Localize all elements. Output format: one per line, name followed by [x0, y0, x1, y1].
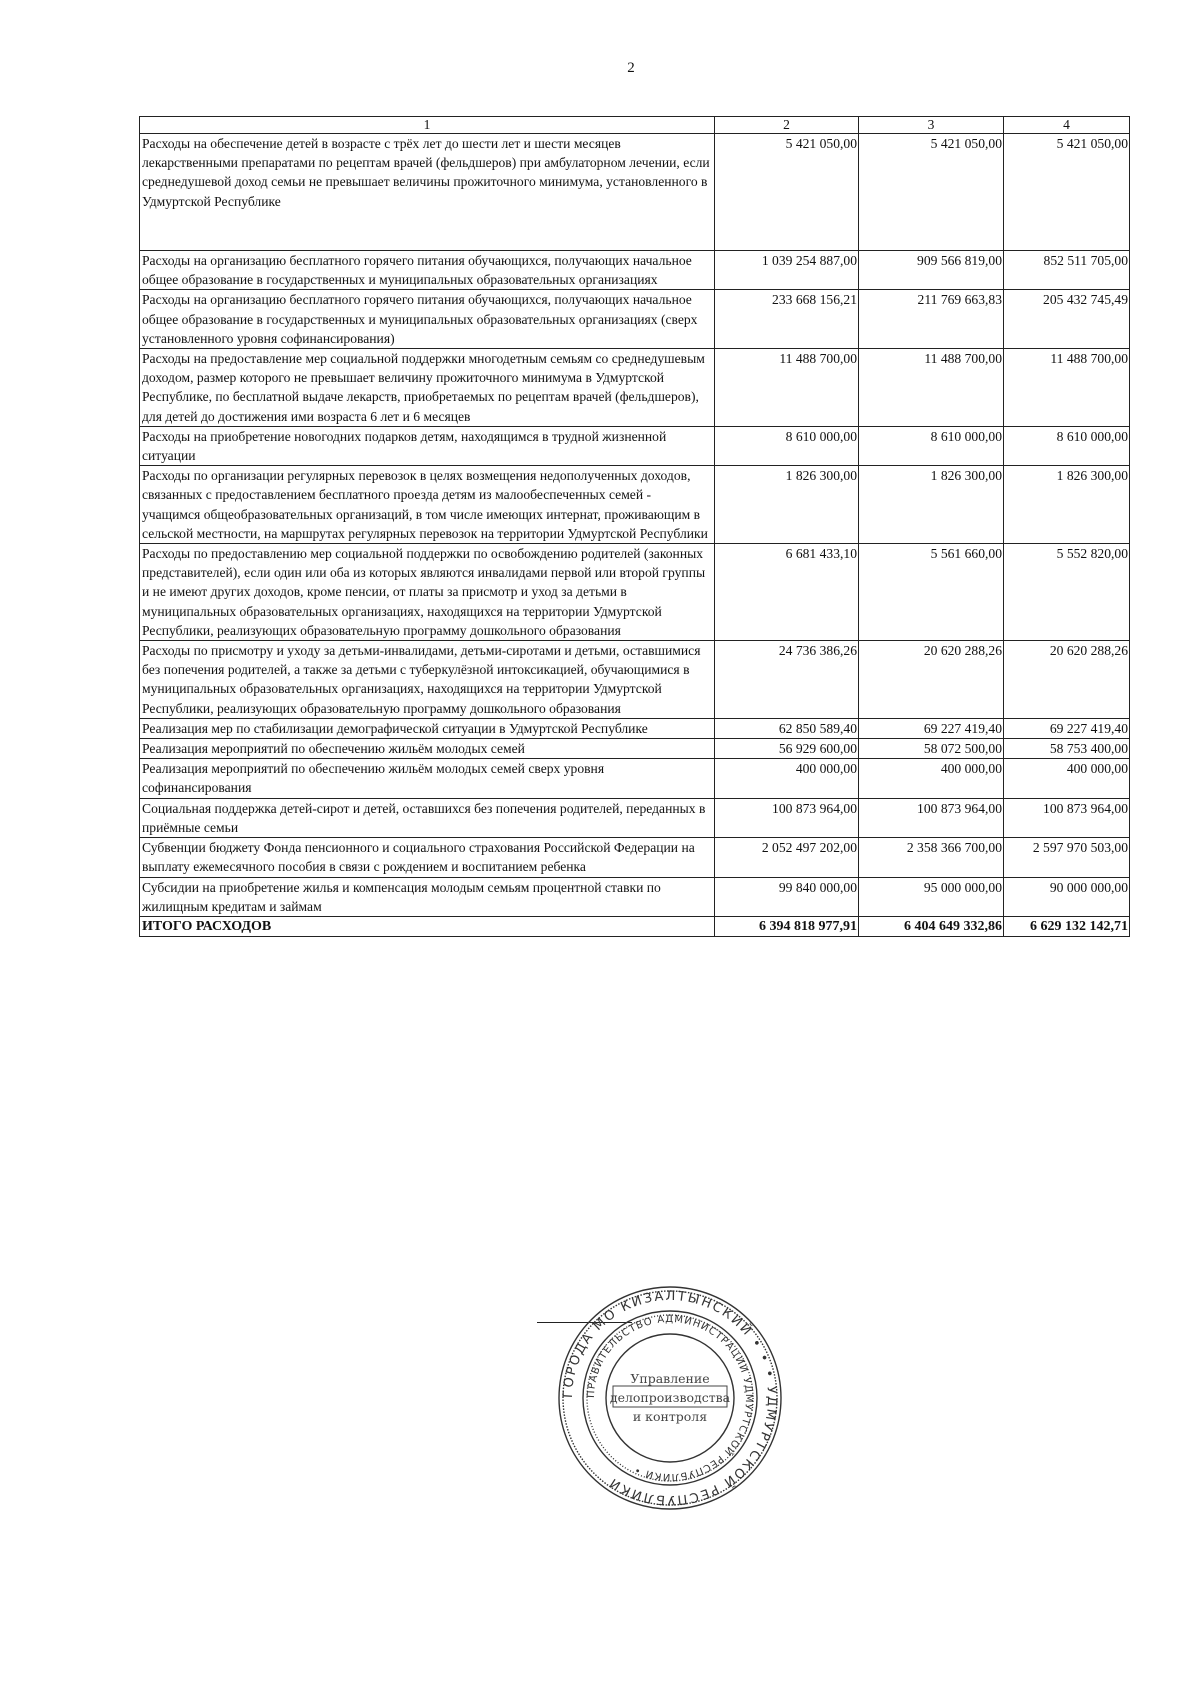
total-value-col2: 6 394 818 977,91 [715, 916, 859, 936]
column-header-2: 2 [715, 117, 859, 134]
row-description: Расходы по предоставлению мер социальной поддержки по освобождению родителей (законных представителей), если один или оба из которых являются инвалидами первой или второй группы и не имеют других доходов, кроме пенсии, от платы за присмотр и уход за детьми в муниципальных образовательных организациях, находящихся на территории Удмуртской Республики, реализующих образовательную программу дошкольного образования [140, 544, 715, 641]
table-row [140, 877, 1130, 916]
row-description: Расходы на организацию бесплатного горячего питания обучающихся, получающих начальное общее образование в государственных и муниципальных образовательных организациях (сверх установленного уровня софинансирования) [140, 290, 715, 349]
row-value-col2: 62 850 589,40 [715, 718, 859, 738]
seal-outer-text: ГОРОДА МО КИЗАЛТЫНСКИЙ • • • УДМУРТСКОЙ РЕСПУБЛИКИ [560, 1288, 780, 1508]
row-value-col4: 400 000,00 [1004, 759, 1130, 798]
total-value-col3: 6 404 649 332,86 [859, 916, 1004, 936]
row-description: Расходы на предоставление мер социальной поддержки многодетным семьям со среднедушевым доходом, размер которого не превышает величину прожиточного минимума в Удмуртской Республике, по бесплатной выдаче лекарств, приобретаемых по рецептам врачей (фельдшеров), для детей до достижения ими возраста 6 лет и 6 месяцев [140, 349, 715, 427]
row-value-col3: 909 566 819,00 [859, 251, 1004, 290]
row-description: Реализация мер по стабилизации демографической ситуации в Удмуртской Республике [140, 718, 715, 738]
row-description: Социальная поддержка детей-сирот и детей, оставшихся без попечения родителей, переданных в приёмные семьи [140, 798, 715, 837]
row-value-col2: 100 873 964,00 [715, 798, 859, 837]
column-header-row [140, 117, 1130, 134]
row-value-col3: 95 000 000,00 [859, 877, 1004, 916]
row-value-col3: 5 561 660,00 [859, 544, 1004, 641]
table-row [140, 349, 1130, 427]
row-value-col3: 400 000,00 [859, 759, 1004, 798]
table-row [140, 544, 1130, 641]
row-value-col4: 11 488 700,00 [1004, 349, 1130, 427]
row-description: Субсидии на приобретение жилья и компенсация молодым семьям процентной ставки по жилищным кредитам и займам [140, 877, 715, 916]
row-value-col4: 5 552 820,00 [1004, 544, 1130, 641]
row-value-col3: 211 769 663,83 [859, 290, 1004, 349]
row-value-col4: 100 873 964,00 [1004, 798, 1130, 837]
row-value-col4: 852 511 705,00 [1004, 251, 1130, 290]
row-value-col3: 2 358 366 700,00 [859, 838, 1004, 877]
table-row [140, 251, 1130, 290]
row-value-col2: 8 610 000,00 [715, 426, 859, 465]
row-description: Реализация мероприятий по обеспечению жильём молодых семей [140, 739, 715, 759]
row-value-col4: 5 421 050,00 [1004, 134, 1130, 251]
row-value-col2: 11 488 700,00 [715, 349, 859, 427]
row-value-col4: 69 227 419,40 [1004, 718, 1130, 738]
row-value-col3: 8 610 000,00 [859, 426, 1004, 465]
table-row [140, 290, 1130, 349]
table-row [140, 466, 1130, 544]
row-value-col2: 1 039 254 887,00 [715, 251, 859, 290]
row-description: Расходы на организацию бесплатного горячего питания обучающихся, получающих начальное общее образование в государственных и муниципальных образовательных организациях [140, 251, 715, 290]
row-value-col3: 58 072 500,00 [859, 739, 1004, 759]
row-value-col2: 1 826 300,00 [715, 466, 859, 544]
total-label: ИТОГО РАСХОДОВ [140, 916, 715, 936]
page-number: 2 [627, 60, 635, 76]
row-value-col2: 5 421 050,00 [715, 134, 859, 251]
seal-center-line-3: и контроля [632, 1409, 708, 1424]
table-row [140, 739, 1130, 759]
total-row [140, 916, 1130, 936]
row-value-col4: 1 826 300,00 [1004, 466, 1130, 544]
row-value-col2: 24 736 386,26 [715, 641, 859, 719]
row-value-col4: 90 000 000,00 [1004, 877, 1130, 916]
row-description: Расходы на обеспечение детей в возрасте с трёх лет до шести лет и шести месяцев лекарственными препаратами по рецептам врачей (фельдшеров) при амбулаторном лечении, если среднедушевой доход семьи не превышает величины прожиточного минимума, установленного в Удмуртской Республике [140, 134, 715, 251]
seal-center-line-1: Управление [630, 1371, 710, 1386]
row-description: Расходы на приобретение новогодних подарков детям, находящимся в трудной жизненной ситуации [140, 426, 715, 465]
column-header-1: 1 [140, 117, 715, 134]
row-description: Расходы по присмотру и уходу за детьми-инвалидами, детьми-сиротами и детьми, оставшимися без попечения родителей, а также за детьми с туберкулёзной интоксикацией, обучающимися в муниципальных образовательных организациях, находящихся на территории Удмуртской Республики, реализующих образовательную программу дошкольного образования [140, 641, 715, 719]
column-header-3: 3 [859, 117, 1004, 134]
budget-table [139, 116, 1130, 937]
table-row [140, 798, 1130, 837]
table-row [140, 134, 1130, 251]
row-value-col3: 69 227 419,40 [859, 718, 1004, 738]
row-value-col2: 56 929 600,00 [715, 739, 859, 759]
row-value-col3: 20 620 288,26 [859, 641, 1004, 719]
row-description: Расходы по организации регулярных перевозок в целях возмещения недополученных доходов, связанных с предоставлением бесплатного проезда детям из малообеспеченных семей - учащимся общеобразовательных организаций, в том числе имеющих интернат, проживающим в сельской местности, на маршрутах регулярных перевозок на территории Удмуртской Республики [140, 466, 715, 544]
table-row [140, 641, 1130, 719]
row-value-col4: 58 753 400,00 [1004, 739, 1130, 759]
row-value-col2: 2 052 497 202,00 [715, 838, 859, 877]
seal-center-line-2: делопроизводства [609, 1390, 731, 1405]
row-description: Субвенции бюджету Фонда пенсионного и социального страхования Российской Федерации на выплату ежемесячного пособия в связи с рождением и воспитанием ребенка [140, 838, 715, 877]
column-header-4: 4 [1004, 117, 1130, 134]
row-value-col4: 20 620 288,26 [1004, 641, 1130, 719]
row-value-col3: 100 873 964,00 [859, 798, 1004, 837]
row-description: Реализация мероприятий по обеспечению жильём молодых семей сверх уровня софинансирования [140, 759, 715, 798]
row-value-col4: 205 432 745,49 [1004, 290, 1130, 349]
row-value-col4: 8 610 000,00 [1004, 426, 1130, 465]
row-value-col2: 6 681 433,10 [715, 544, 859, 641]
row-value-col4: 2 597 970 503,00 [1004, 838, 1130, 877]
total-value-col4: 6 629 132 142,71 [1004, 916, 1130, 936]
row-value-col2: 99 840 000,00 [715, 877, 859, 916]
official-seal [555, 1283, 785, 1513]
table-row [140, 426, 1130, 465]
row-value-col3: 1 826 300,00 [859, 466, 1004, 544]
row-value-col3: 11 488 700,00 [859, 349, 1004, 427]
row-value-col3: 5 421 050,00 [859, 134, 1004, 251]
row-value-col2: 233 668 156,21 [715, 290, 859, 349]
table-row [140, 759, 1130, 798]
seal-inner-text: ПРАВИТЕЛЬСТВО АДМИНИСТРАЦИИ УДМУРТСКОЙ РЕСПУБЛИКИ • [585, 1313, 755, 1483]
row-value-col2: 400 000,00 [715, 759, 859, 798]
table-row [140, 838, 1130, 877]
table-row [140, 718, 1130, 738]
